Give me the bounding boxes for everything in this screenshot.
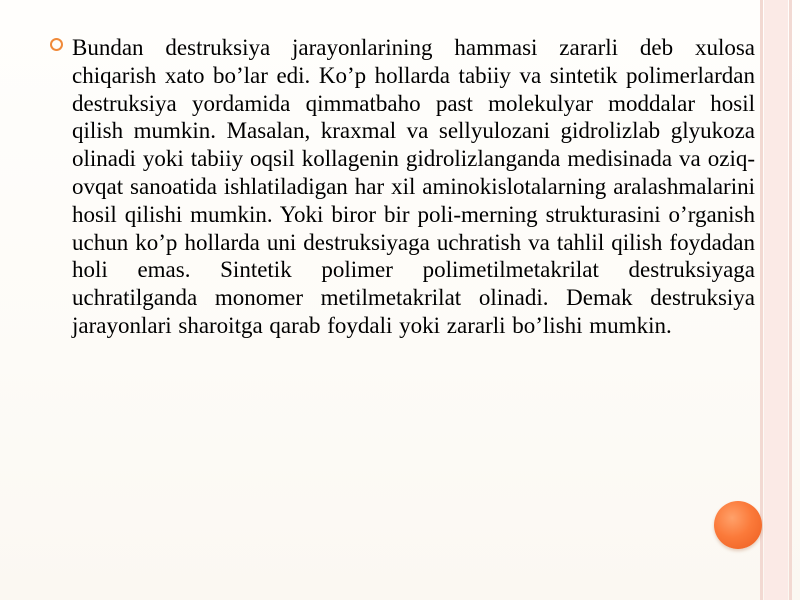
border-band [764, 0, 788, 600]
right-border-decoration [760, 0, 800, 600]
circle-bullet-icon [50, 38, 63, 51]
orange-circle-decoration [714, 501, 762, 549]
body-paragraph: Bundan destruksiya jarayonlarining hammasi zararli deb xulosa chiqarish xato bo’lar edi. Ko’p hollarda tabiiy va sintetik polimerlardan destruksiya yordamida qimmatbaho past molekulyar moddalar hosil qilish mumkin. Masalan, kraxmal va sellyulozani gidrolizlab glyukoza olinadi yoki tabiiy oqsil kollagenin gidrolizlanganda medisinada va oziq-ovqat sanoatida ishlatiladigan har xil aminokislotalarning aralashmalarini hosil qilishi mumkin. Yoki biror bir poli-merning strukturasini o’rganish uchun ko’p hollarda uni destruksiyaga uchratish va tahlil qilish foydadan holi emas. Sintetik polimer polimetilmetakrilat destruksiyaga uchratilganda monomer metilmetakrilat olinadi. Demak destruksiya jarayonlari sharoitga qarab foydali yoki zararli bo’lishi mumkin. [72, 35, 755, 338]
border-outer-line [789, 0, 792, 600]
border-inner-line [760, 0, 763, 600]
